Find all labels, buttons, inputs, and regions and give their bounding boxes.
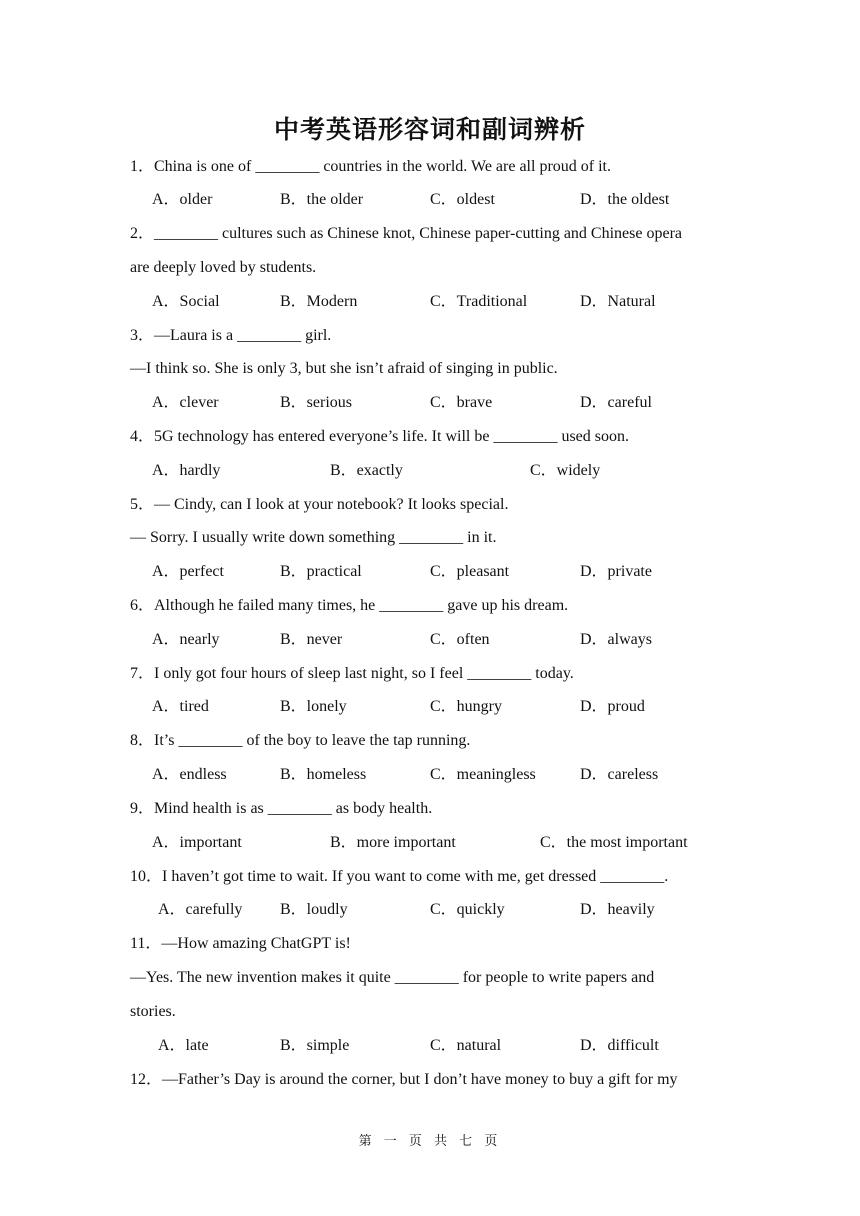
option-c: C．natural [430, 1037, 502, 1054]
option-c: C．quickly [430, 901, 505, 918]
option-a: A．Social [152, 293, 220, 310]
question-3-options [130, 393, 750, 413]
option-c: C．widely [530, 462, 601, 479]
option-d: D．the oldest [580, 191, 670, 208]
question-5-options [130, 562, 750, 582]
question-3-stem-continued: —I think so. She is only 3, but she isn’t afraid of singing in public. [130, 360, 558, 377]
question-4-stem: 4．5G technology has entered everyone’s life. It will be ________ used soon. [130, 428, 630, 445]
option-a: A．late [158, 1037, 209, 1054]
option-c: C．Traditional [430, 293, 528, 310]
option-c: C．brave [430, 394, 493, 411]
option-b: B．the older [280, 191, 364, 208]
question-9-options [130, 833, 750, 853]
option-b: B．never [280, 631, 343, 648]
option-b: B．simple [280, 1037, 350, 1054]
question-3-stem: 3．—Laura is a ________ girl. [130, 327, 332, 344]
question-4-options [130, 461, 750, 481]
question-1-options [130, 190, 750, 210]
option-c: C．hungry [430, 698, 503, 715]
option-d: D．always [580, 631, 652, 648]
question-8-options [130, 765, 750, 785]
option-d: D．Natural [580, 293, 656, 310]
option-b: B．homeless [280, 766, 367, 783]
question-7-options [130, 697, 750, 717]
option-d: D．difficult [580, 1037, 659, 1054]
page-title: 中考英语形容词和副词辨析 [273, 115, 586, 144]
question-8-stem: 8．It’s ________ of the boy to leave the tap running. [130, 732, 471, 749]
option-a: A．nearly [152, 631, 220, 648]
option-b: B．Modern [280, 293, 358, 310]
question-10-options [130, 900, 750, 920]
question-5-stem-continued: — Sorry. I usually write down something ________ in it. [130, 529, 497, 546]
option-a: A．clever [152, 394, 219, 411]
option-d: D．careless [580, 766, 659, 783]
question-11-stem-continued: —Yes. The new invention makes it quite ________ for people to write papers and [130, 969, 655, 986]
option-d: D．careful [580, 394, 652, 411]
question-6-options [130, 630, 750, 650]
option-a: A．endless [152, 766, 227, 783]
option-b: B．lonely [280, 698, 347, 715]
question-9-stem: 9．Mind health is as ________ as body health. [130, 800, 433, 817]
option-c: C．the most important [540, 834, 688, 851]
page-footer: 第 一 页 共 七 页 [358, 1134, 502, 1149]
question-2-stem: 2．________ cultures such as Chinese knot, Chinese paper-cutting and Chinese opera [130, 225, 682, 242]
option-c: C．often [430, 631, 490, 648]
question-6-stem: 6．Although he failed many times, he ________ gave up his dream. [130, 597, 569, 614]
option-a: A．older [152, 191, 213, 208]
option-a: A．perfect [152, 563, 224, 580]
option-b: B．loudly [280, 901, 348, 918]
question-10-stem: 10．I haven’t got time to wait. If you want to come with me, get dressed ________. [130, 868, 669, 885]
option-d: D．private [580, 563, 652, 580]
option-a: A．tired [152, 698, 209, 715]
option-c: C．meaningless [430, 766, 536, 783]
question-11-stem: 11．—How amazing ChatGPT is! [130, 935, 351, 952]
question-12-stem: 12．—Father’s Day is around the corner, but I don’t have money to buy a gift for my [130, 1071, 678, 1088]
question-2-options [130, 292, 750, 312]
question-2-stem-continued: are deeply loved by students. [130, 259, 317, 276]
question-5-stem: 5．— Cindy, can I look at your notebook? It looks special. [130, 496, 509, 513]
option-c: C．oldest [430, 191, 495, 208]
question-1-stem: 1．China is one of ________ countries in the world. We are all proud of it. [130, 158, 611, 175]
option-a: A．hardly [152, 462, 221, 479]
option-b: B．exactly [330, 462, 403, 479]
option-b: B．more important [330, 834, 456, 851]
option-b: B．serious [280, 394, 353, 411]
option-b: B．practical [280, 563, 362, 580]
question-11-options [130, 1036, 750, 1056]
option-a: A．carefully [158, 901, 243, 918]
question-7-stem: 7．I only got four hours of sleep last night, so I feel ________ today. [130, 665, 574, 682]
option-a: A．important [152, 834, 242, 851]
question-11-stem-end: stories. [130, 1003, 176, 1020]
option-d: D．heavily [580, 901, 655, 918]
option-c: C．pleasant [430, 563, 510, 580]
option-d: D．proud [580, 698, 645, 715]
